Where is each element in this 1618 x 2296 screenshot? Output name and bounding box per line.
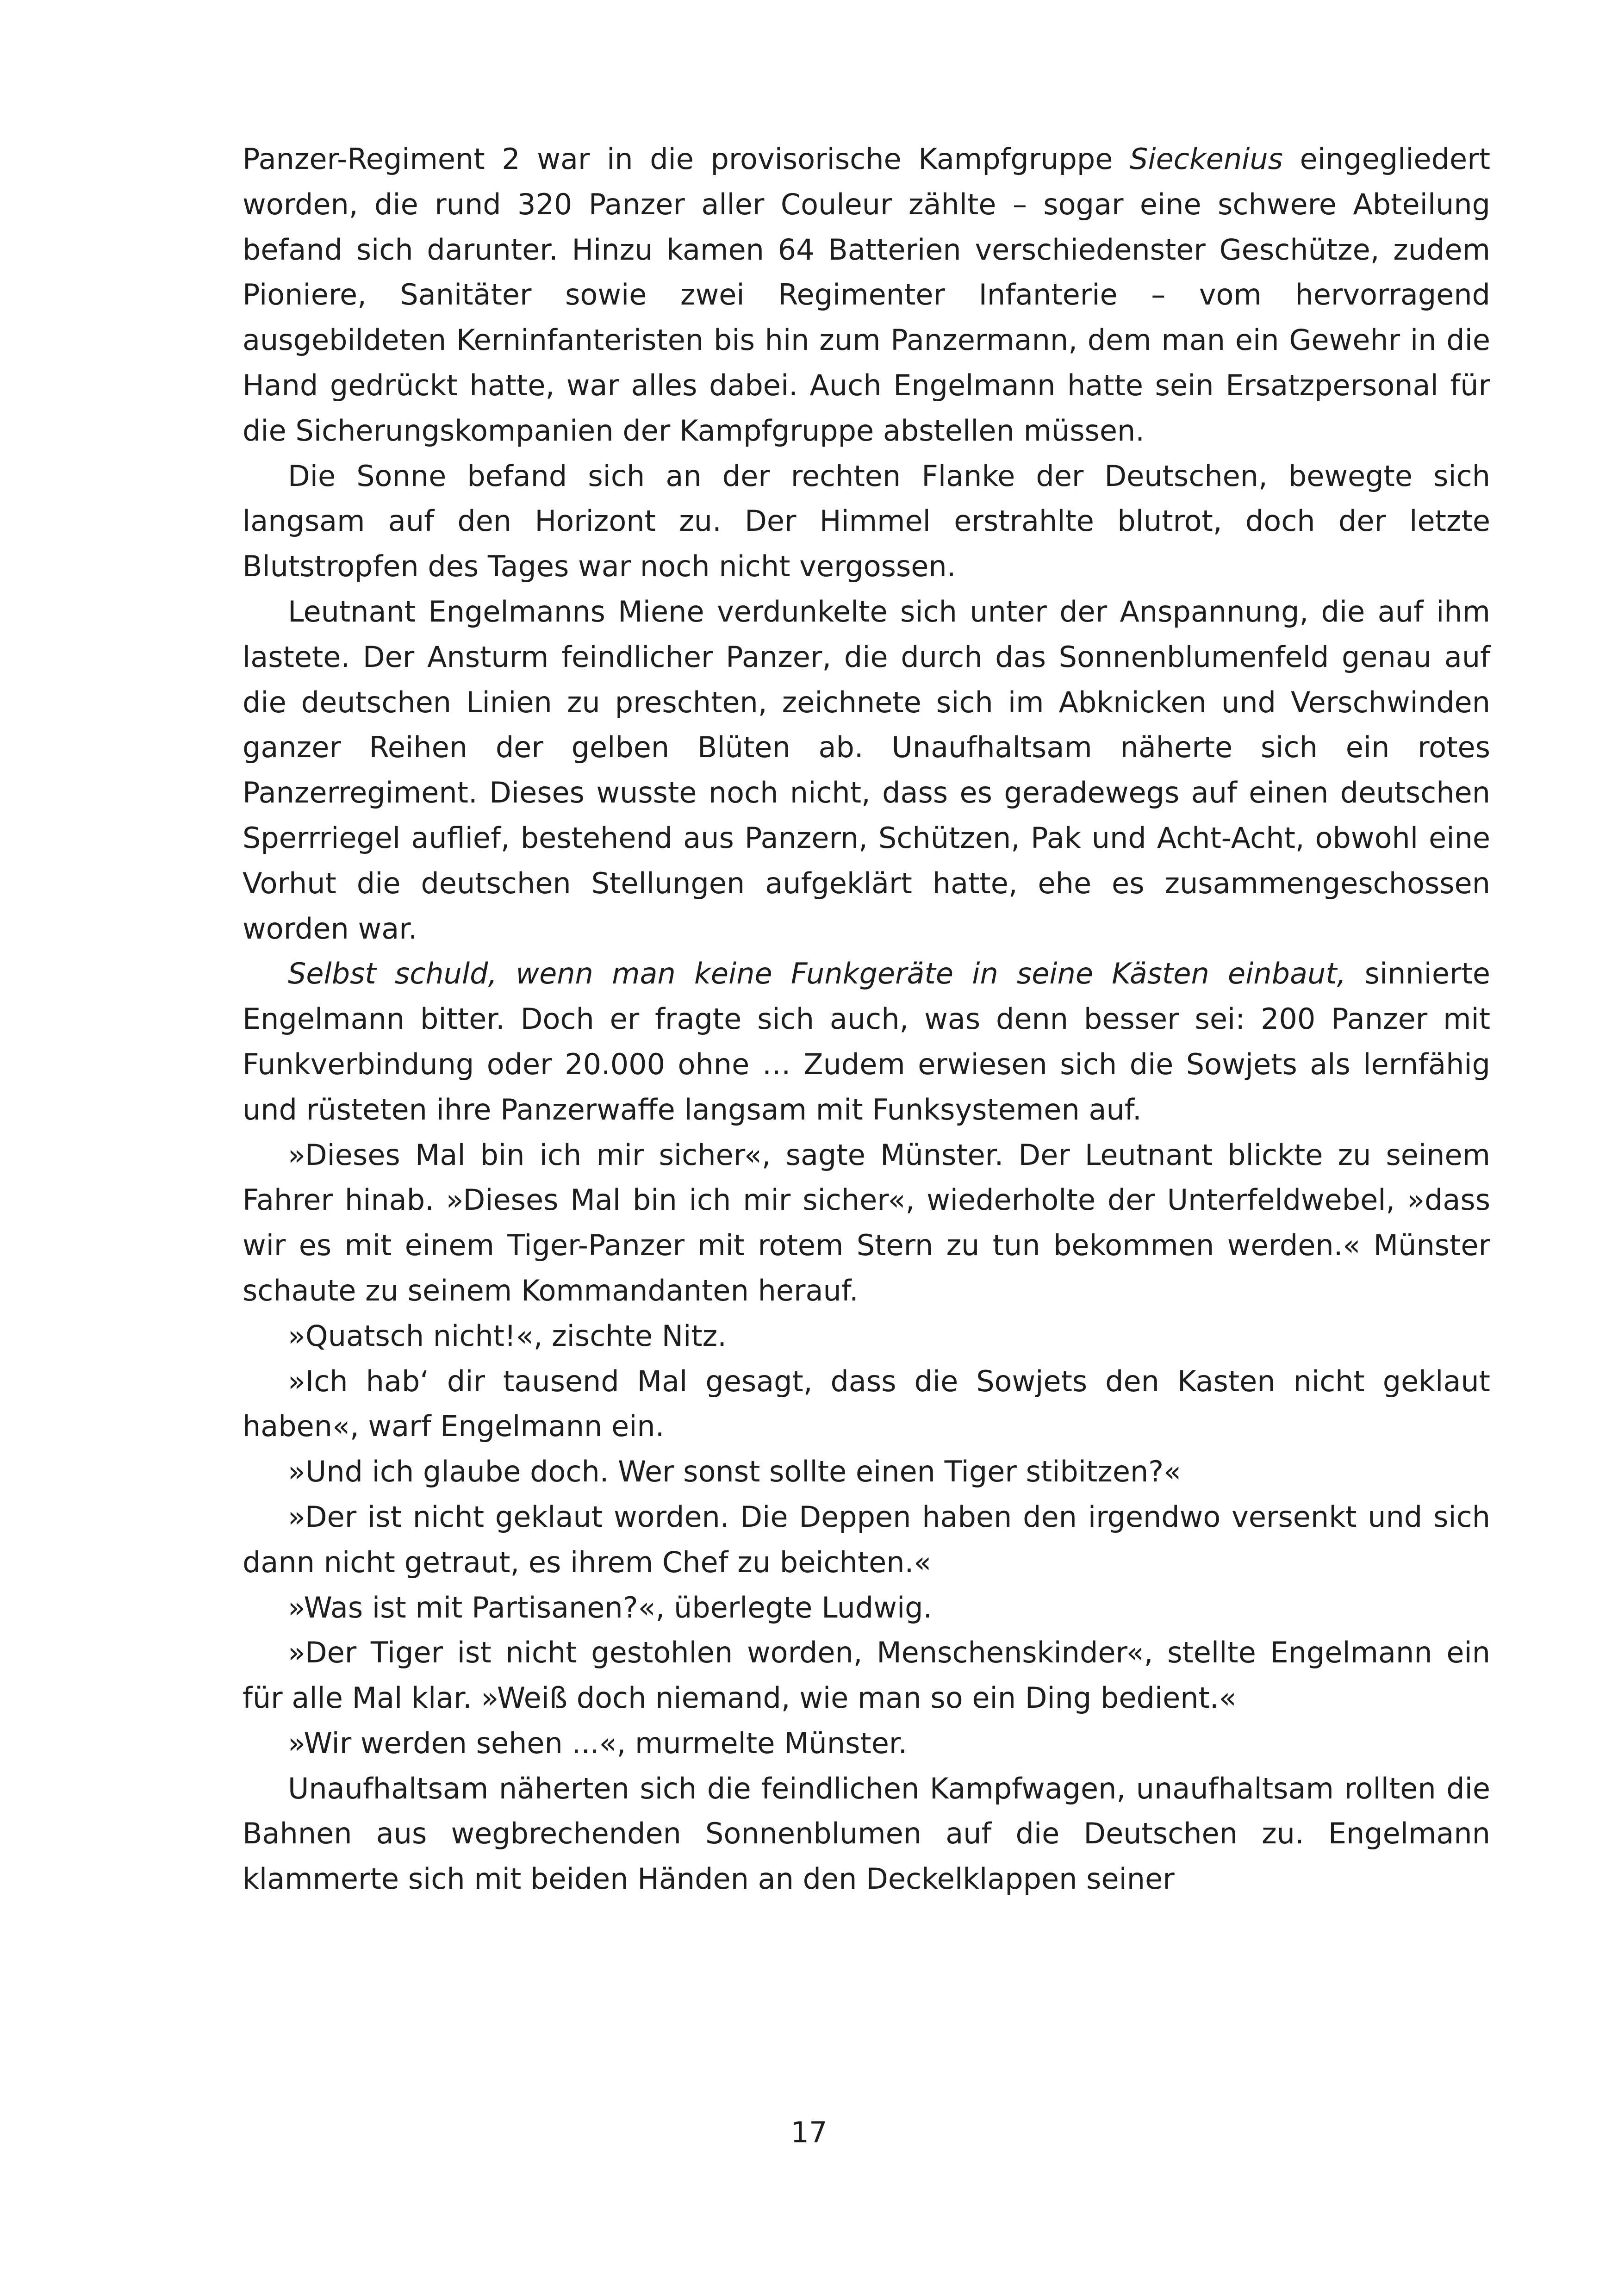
paragraph: Selbst schuld, wenn man keine Funkgeräte in seine Kästen einbaut, sinnierte Engelmann bitter. Doch er fragte sich auch, was denn besser sei: 200 Panzer mit Funkverbindung oder 20.000 ohne … Zudem erwiesen sich die Sowjets als lernfähig und rüsteten ihre Panzerwaffe langsam mit Funksystemen auf. [243,957,1490,1126]
italic-thought: Selbst schuld, wenn man keine Funkgeräte in seine Kästen einbaut, [288,957,1346,991]
paragraph: Panzer-Regiment 2 war in die provisorische Kampfgruppe Sieckenius eingegliedert worden, die rund 320 Panzer aller Couleur zählte – sogar eine schwere Abteilung befand sich darunter. Hinzu kamen 64 Batterien verschiedenster Geschütze, zudem Pioniere, Sanitäter sowie zwei Regimenter Infanterie – vom hervorragend ausgebildeten Kerninfanteristen bis hin zum Panzermann, dem man ein Gewehr in die Hand gedrückt hatte, war alles dabei. Auch Engelmann hatte sein Ersatzpersonal für die Sicherungskompanien der Kampfgruppe abstellen müssen. [243,142,1491,448]
paragraph: »Quatsch nicht!«, zischte Nitz. [288,1319,727,1353]
paragraph: »Der ist nicht geklaut worden. Die Deppen haben den irgendwo versenkt und sich dann nicht getraut, es ihrem Chef zu beichten.« [243,1500,1490,1579]
paragraph: »Dieses Mal bin ich mir sicher«, sagte Münster. Der Leutnant blickte zu seinem Fahrer hinab. »Dieses Mal bin ich mir sicher«, wiederholte der Unterfeldwebel, »dass wir es mit einem Tiger-Panzer mit rotem Stern zu tun bekommen werden.« Münster schaute zu seinem Kommandanten herauf. [243,1138,1490,1307]
paragraph: »Wir werden sehen ...«, murmelte Münster. [288,1726,908,1760]
paragraph: Unaufhaltsam näherten sich die feindlichen Kampfwagen, unaufhaltsam rollten die Bahnen aus wegbrechenden Sonnenblumen auf die Deutschen zu. Engelmann klammerte sich mit beiden Händen an den Deckelklappen seiner [243,1771,1490,1896]
paragraph: »Was ist mit Partisanen?«, überlegte Ludwig. [288,1590,933,1624]
paragraph: »Der Tiger ist nicht gestohlen worden, Menschenskinder«, stellte Engelmann ein für alle Mal klar. »Weiß doch niemand, wie man so ein Ding bedient.« [243,1636,1490,1715]
paragraph: »Und ich glaube doch. Wer sonst sollte einen Tiger stibitzen?« [288,1455,1182,1489]
italic-name: Sieckenius [1130,142,1283,176]
page-number: 17 [790,2116,828,2149]
paragraph: Die Sonne befand sich an der rechten Flanke der Deutschen, bewegte sich langsam auf den Horizont zu. Der Himmel erstrahlte blutrot, doch der letzte Blutstropfen des Tages war noch nicht vergossen. [243,459,1490,584]
paragraph: »Ich hab‘ dir tausend Mal gesagt, dass die Sowjets den Kasten nicht geklaut haben«, warf Engelmann ein. [243,1364,1490,1444]
body-text [243,137,1490,1902]
paragraph: Leutnant Engelmanns Miene verdunkelte sich unter der Anspannung, die auf ihm lastete. Der Ansturm feindlicher Panzer, die durch das Sonnenblumenfeld genau auf die deutschen Linien zu preschten, zeichnete sich im Abknicken und Verschwinden ganzer Reihen der gelben Blüten ab. Unaufhaltsam näherte sich ein rotes Panzerregiment. Dieses wusste noch nicht, dass es geradewegs auf einen deutschen Sperrriegel auflief, bestehend aus Panzern, Schützen, Pak und Acht-Acht, obwohl eine Vorhut die deutschen Stellungen aufgeklärt hatte, ehe es zusammengeschossen worden war. [243,594,1490,946]
